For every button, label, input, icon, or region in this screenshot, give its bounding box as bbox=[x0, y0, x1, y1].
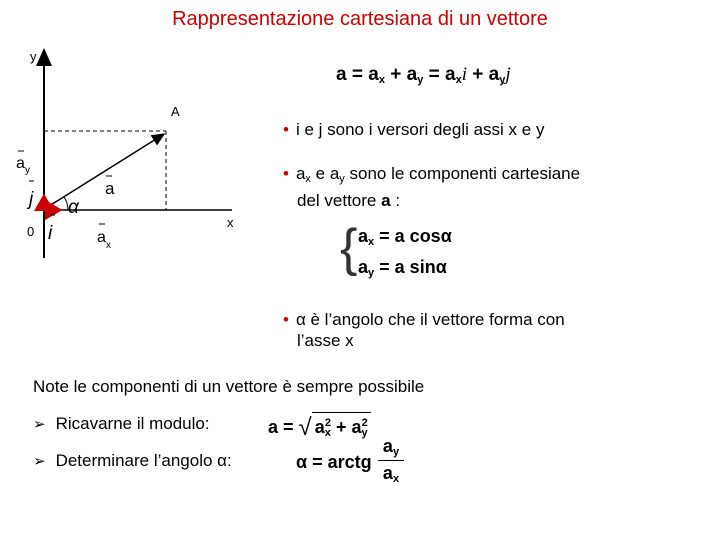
arrow-bullet-icon: ➢ bbox=[33, 416, 46, 433]
system-brace: { bbox=[340, 219, 358, 277]
main-formula: $a = a_x + a_y = a_xi + a_yj$ bbox=[336, 64, 511, 86]
fraction-denominator: $a_x$ bbox=[382, 463, 400, 485]
unit-i-label: i bbox=[48, 223, 53, 244]
page-title: Rappresentazione cartesiana di un vettore bbox=[172, 8, 548, 30]
point-a-label: A bbox=[171, 104, 180, 119]
vector-a-label: a bbox=[105, 179, 115, 198]
unit-j-label: j bbox=[29, 189, 34, 210]
alpha-label: α bbox=[68, 197, 79, 218]
system-row-y: $a_y = a$ sinα bbox=[358, 257, 447, 279]
note-text: Note le componenti di un vettore è sempre possibile bbox=[33, 377, 425, 396]
bullet-angolo: • α è l’angolo che il vettore forma con l’asse x bbox=[283, 310, 565, 350]
bullet-componenti: • $a_x$ e $a_y$ sono le componenti cartesiane del vettore a : bbox=[283, 164, 581, 210]
x-axis-label: x bbox=[227, 215, 234, 230]
ax-label: a bbox=[97, 229, 106, 246]
y-axis-label: y bbox=[30, 49, 37, 64]
ay-label: a bbox=[16, 155, 25, 172]
vector-diagram bbox=[0, 0, 300, 270]
ay-sub: y bbox=[25, 165, 30, 176]
bullet-versori: • i e j sono i versori degli assi x e y bbox=[283, 120, 545, 139]
origin-label: 0 bbox=[27, 224, 35, 239]
item-angolo: ➢ Determinare l’angolo α: bbox=[33, 451, 232, 470]
fraction-numerator: $a_y$ bbox=[382, 436, 400, 458]
system-row-x: $a_x = a$ cosα bbox=[358, 226, 452, 248]
ax-sub: x bbox=[106, 240, 111, 251]
modulo-formula: a = √ $a_x^2 + a_y^2$ bbox=[268, 412, 371, 443]
arrow-bullet-icon: ➢ bbox=[33, 453, 46, 470]
angle-formula-lhs: α = arctg bbox=[296, 452, 372, 472]
item-modulo: ➢ Ricavarne il modulo: bbox=[33, 414, 210, 433]
angle-fraction bbox=[378, 436, 404, 485]
